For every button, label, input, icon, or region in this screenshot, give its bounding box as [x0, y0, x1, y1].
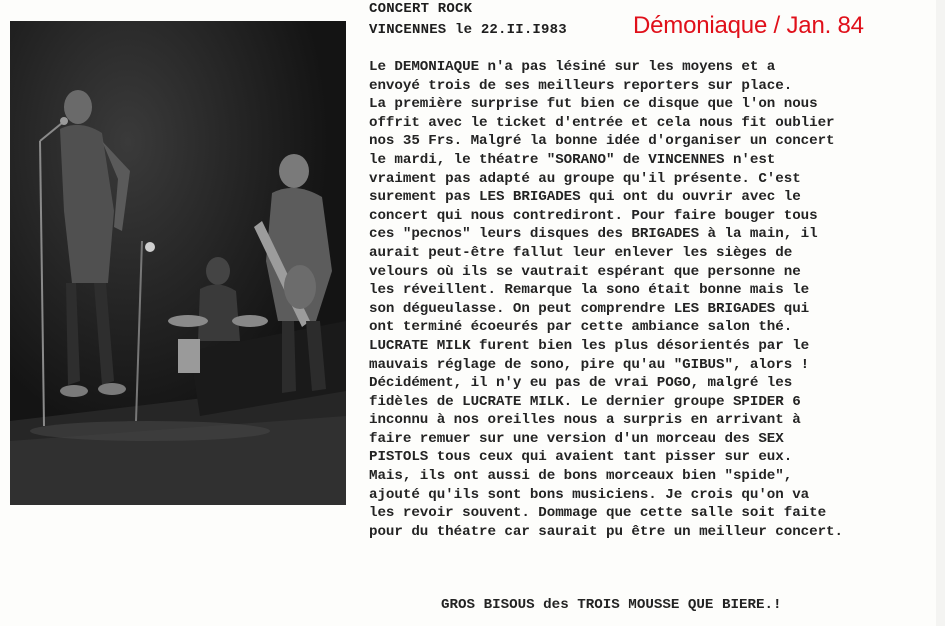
- article-line: surement pas LES BRIGADES qui ont du ouvrir avec le: [369, 189, 801, 206]
- article-line: pour du théatre car saurait pu être un meilleur concert.: [369, 523, 843, 540]
- article-line: Décidément, il n'y eu pas de vrai POGO, malgré les: [369, 375, 793, 392]
- article-line: Le DEMONIAQUE n'a pas lésiné sur les moyens et a: [369, 59, 776, 75]
- header-title: CONCERT ROCK: [369, 1, 473, 17]
- article-line: les réveillent. Remarque la sono était bonne mais le: [369, 282, 810, 299]
- article-line: les revoir souvent. Dommage que cette salle soit faite: [369, 505, 827, 522]
- source-stamp: Démoniaque / Jan. 84: [633, 12, 864, 39]
- article-line: Mais, ils ont aussi de bons morceaux bien "spide",: [369, 468, 793, 485]
- article-line: nos 35 Frs. Malgré la bonne idée d'organiser un concert: [369, 133, 835, 150]
- article-body: [369, 58, 941, 541]
- article-line: envoyé trois de ses meilleurs reporters sur place.: [369, 77, 793, 94]
- article-line: ces "pecnos" leurs disques des BRIGADES à la main, il: [369, 226, 818, 243]
- article-line: concert qui nous contrediront. Pour faire bouger tous: [369, 207, 818, 224]
- article-line: fidèles de LUCRATE MILK. Le dernier groupe SPIDER 6: [369, 393, 801, 410]
- article-line: ajouté qu'ils sont bons musiciens. Je crois qu'on va: [369, 486, 810, 503]
- article-line: inconnu à nos oreilles nous a surpris en arrivant à: [369, 412, 801, 429]
- article-line: mauvais réglage de sono, pire qu'au "GIBUS", alors !: [369, 356, 810, 373]
- signoff: GROS BISOUS des TROIS MOUSSE QUE BIERE.!: [441, 597, 782, 613]
- article-line: faire remuer sur une version d'un morceau des SEX: [369, 430, 784, 447]
- article-line: PISTOLS tous ceux qui avaient tant pisser sur eux.: [369, 449, 793, 466]
- concert-photo: [10, 21, 346, 505]
- article-line: aurait peut-être fallut leur enlever les sièges de: [369, 244, 793, 261]
- article-line: offrit avec le ticket d'entrée et cela nous fit oublier: [369, 114, 835, 131]
- article-line: ont terminé écoeurés par cette ambiance salon thé.: [369, 319, 793, 336]
- article-line: son dégueulasse. On peut comprendre LES BRIGADES qui: [369, 300, 810, 317]
- article-line: le mardi, le théatre "SORANO" de VINCENNES n'est: [369, 151, 776, 168]
- header-location-date: VINCENNES le 22.II.I983: [369, 22, 567, 38]
- article-line: velours où ils se vautrait espérant que personne ne: [369, 263, 801, 280]
- article-line: LUCRATE MILK furent bien les plus désorientés par le: [369, 337, 810, 354]
- article-line: La première surprise fut bien ce disque que l'on nous: [369, 96, 818, 113]
- article-line: vraiment pas adapté au groupe qu'il présente. C'est: [369, 170, 801, 187]
